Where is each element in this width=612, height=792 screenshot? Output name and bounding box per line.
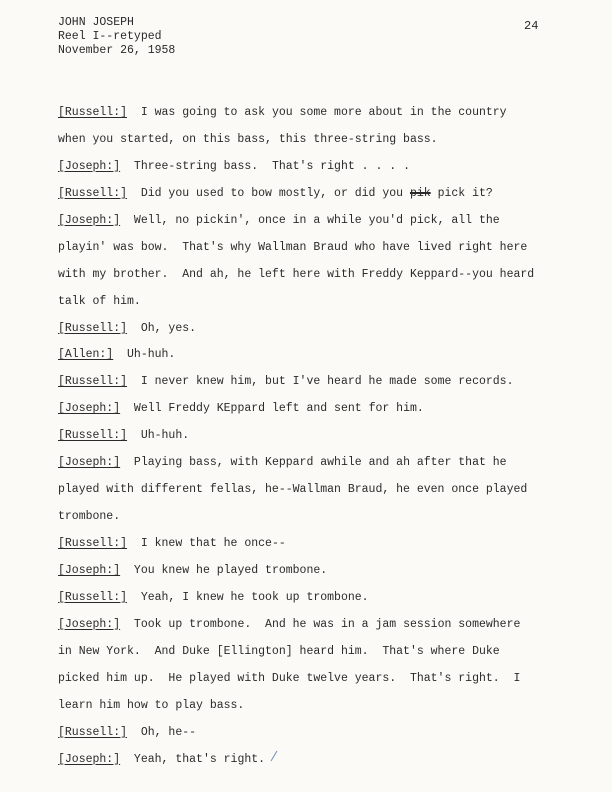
dialogue-line xyxy=(58,342,558,369)
reel-label: Reel I--retyped xyxy=(58,30,162,43)
line-text: learn him how to play bass. xyxy=(58,698,245,712)
line-text: trombone. xyxy=(58,510,121,524)
dialogue-line xyxy=(58,423,558,450)
dialogue-line xyxy=(58,100,558,127)
pen-correction-mark xyxy=(269,750,279,762)
continuation-line xyxy=(58,235,558,262)
continuation-line xyxy=(58,639,558,666)
line-text: You knew he played trombone. xyxy=(120,563,328,577)
speaker-label: [Russell:] xyxy=(58,590,128,604)
continuation-line xyxy=(58,693,558,720)
dialogue-line xyxy=(58,612,558,639)
speaker-label: [Joseph:] xyxy=(58,752,121,766)
speaker-label: [Russell:] xyxy=(58,106,128,119)
continuation-line xyxy=(58,262,558,289)
line-text: Yeah, I knew he took up trombone. xyxy=(127,590,369,604)
transcript-body xyxy=(58,100,558,773)
speaker-label: [Joseph:] xyxy=(58,563,121,577)
line-text: I never knew him, but I've heard he made some records. xyxy=(127,375,514,389)
speaker-label: [Joseph:] xyxy=(58,159,121,173)
continuation-line xyxy=(58,504,558,531)
continuation-line xyxy=(58,127,558,154)
speaker-label: [Russell:] xyxy=(58,429,128,443)
speaker-label: [Russell:] xyxy=(58,725,128,739)
speaker-label: [Joseph:] xyxy=(58,617,121,631)
interviewee-name: JOHN JOSEPH xyxy=(58,16,134,29)
speaker-label: [Russell:] xyxy=(58,321,128,335)
line-text: Did you used to bow mostly, or did you xyxy=(127,186,410,200)
speaker-label: [Allen:] xyxy=(58,348,114,362)
continuation-line xyxy=(58,477,558,504)
dialogue-line xyxy=(58,531,558,558)
dialogue-line xyxy=(58,720,558,747)
speaker-label: [Joseph:] xyxy=(58,402,121,416)
line-text: picked him up. He played with Duke twelve years. That's right. I xyxy=(58,671,521,685)
line-text: played with different fellas, he--Wallman Braud, he even once played xyxy=(58,483,528,497)
line-text: talk of him. xyxy=(58,294,141,308)
dialogue-line xyxy=(58,396,558,423)
line-text: Oh, he-- xyxy=(127,725,197,739)
line-text: Playing bass, with Keppard awhile and ah after that he xyxy=(120,456,507,470)
dialogue-line xyxy=(58,558,558,585)
dialogue-line xyxy=(58,316,558,343)
line-text-tail: pick it? xyxy=(430,186,493,200)
speaker-label: [Joseph:] xyxy=(58,213,121,227)
dialogue-line xyxy=(58,181,558,208)
line-text: I knew that he once-- xyxy=(127,537,286,550)
line-text: Took up trombone. And he was in a jam session somewhere xyxy=(120,617,521,631)
line-text: playin' was bow. That's why Wallman Braud who have lived right here xyxy=(58,240,528,254)
dialogue-line xyxy=(58,154,558,181)
speaker-label: [Joseph:] xyxy=(58,456,121,470)
page-number: 24 xyxy=(524,19,539,33)
continuation-line xyxy=(58,289,558,316)
header-block xyxy=(58,16,175,58)
line-text: Yeah, that's right. xyxy=(120,752,266,766)
dialogue-line xyxy=(58,747,558,774)
speaker-label: [Russell:] xyxy=(58,375,128,389)
line-text: Well, no pickin', once in a while you'd pick, all the xyxy=(120,213,500,227)
continuation-line xyxy=(58,666,558,693)
line-text: with my brother. And ah, he left here with Freddy Keppard--you heard xyxy=(58,267,535,281)
line-text: Oh, yes. xyxy=(127,321,197,335)
line-text: Uh-huh. xyxy=(113,348,176,362)
speaker-label: [Russell:] xyxy=(58,537,128,550)
speaker-label: [Russell:] xyxy=(58,186,128,200)
line-text: Well Freddy KEppard left and sent for him. xyxy=(120,402,424,416)
line-text: Three-string bass. That's right . . . . xyxy=(120,159,410,173)
line-text: in New York. And Duke [Ellington] heard him. That's where Duke xyxy=(58,644,500,658)
dialogue-line xyxy=(58,369,558,396)
line-text: I was going to ask you some more about in the country xyxy=(127,106,507,119)
dialogue-line xyxy=(58,585,558,612)
line-text: Uh-huh. xyxy=(127,429,190,443)
struck-out-text: pik xyxy=(409,186,431,200)
line-text: when you started, on this bass, this three-string bass. xyxy=(58,132,438,146)
dialogue-line xyxy=(58,208,558,235)
interview-date: November 26, 1958 xyxy=(58,44,176,57)
dialogue-line xyxy=(58,450,558,477)
